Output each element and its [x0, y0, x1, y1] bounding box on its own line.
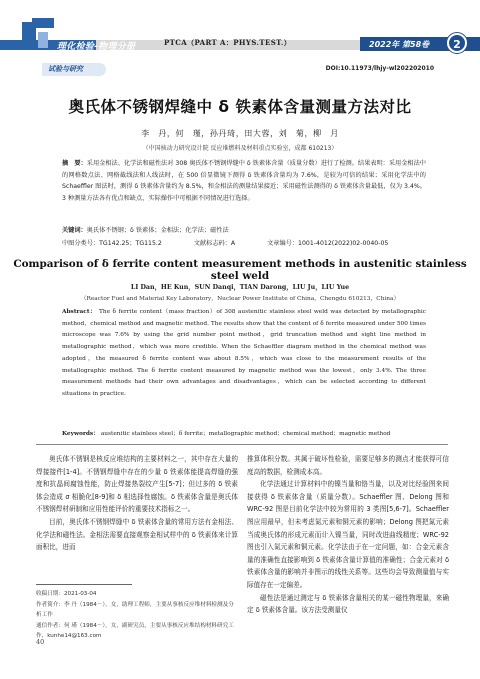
body-paragraph: 化学法通过计算材料中的镍当量和铬当量，以及对比经验图来间接获得 δ 铁素体含量（质量分数）。Schaeffler 图、Delong 图和 WRC-92 图是目前化学法中较为常用的 3 类图[5,6-7]。Schaeffler 图应用最早，但未考虑氮元素和铜元素的影响；Delong 图把氮元素当成奥氏体的形成元素而计入镍当量，同时改进曲线精度；WRC-92 图也引入氮元素和铜元素。化学法由于在一定问题，如：合金元素含量的准确性直接影响到 δ 铁素体含量计算值的准确性；合金元素对 δ 铁素体含量的影响并非图示的线性关系等。这些均会导致测量值与实际值存在一定偏差。	[247, 480, 449, 589]
footnote-rule	[36, 584, 132, 585]
classification-cn	[62, 238, 442, 247]
body-paragraph: 奥氏体不锈钢是核反应堆结构的主要材料之一，其中存在大量的焊接接件[1-4]。不锈钢焊缝中存在的少量 δ 铁素体能提高焊缝的强度和抗晶间腐蚀性能，防止焊接热裂纹产生[5-7]；但过多的 δ 铁素体会造成 σ 相脆化[8-9]和 δ 相选择性腐蚀。δ 铁素体含量是奥氏体不锈钢焊材研制和应用性能评价的重要技术指标之一。	[36, 455, 238, 514]
section-tag: 试验与研究	[42, 63, 106, 76]
journal-name-cn: 理化检验-物理分册	[57, 42, 136, 52]
keywords-en-text: austenitic stainless steel；δ ferrite；metallographic method；chemical method；magnetic method	[100, 431, 391, 437]
body-paragraph: 目前，奥氏体不锈钢焊缝中 δ 铁素体含量的常用方法有金相法、化学法和磁性法。金相法需要直接观察金相试样中的 δ 铁素体来计算面积比，进而	[36, 517, 238, 552]
title-en: Comparison of δ ferrite content measurement methods in austenitic stainless steel weld	[13, 258, 467, 282]
abstract-en	[62, 307, 426, 401]
body-column-right	[247, 453, 449, 617]
volume-label: 2022年 第58卷	[369, 40, 430, 49]
article-number: 文章编号：1001-4012(2022)02-0040-05	[267, 240, 389, 247]
body-paragraph: 推算体积分数。其属于破坏性检验，需要足够多的测点才能获得可信度高的数据，检测成本高。	[247, 455, 449, 476]
doi: DOI:10.11973/lhjy-wl202202010	[325, 65, 434, 72]
keywords-en	[62, 428, 426, 437]
abstract-cn-text: 采用金相法、化学法和磁性法对 308 奥氏体不锈钢焊缝中 δ 铁素体含量（质量分数）进行了检测。结果表明：采用金相法中的网格数点法、网格截线法和人线法时，在 500 倍显微镜下测得 δ 铁素体含量均为 7.6%，是较为可信的结果；采用化学法中的 Schaeffler 图法时，测得 δ 铁素体含量约为 8.5%，和金相法的测量结果接近；采用磁性法测得的 δ 铁素体含量最低，仅为 3.4%。3 种测量方法各有优点和缺点，实际操作中可根据不同情况进行选择。	[62, 160, 426, 202]
section-divider	[36, 444, 448, 445]
affiliation-cn: （中国核动力研究设计院 反应堆燃料及材料重点实验室，成都 610213）	[142, 145, 338, 152]
body-column-left	[36, 453, 238, 554]
issue-number-badge: 2	[447, 33, 467, 53]
abstract-cn-label: 摘 要：	[62, 160, 87, 167]
keywords-cn	[62, 225, 426, 234]
footnote-author-intro: 作者简介：李 丹（1984－），女，助理工程师，主要从事核反应堆材料检测及分析工作	[36, 601, 234, 619]
abstract-cn	[62, 158, 426, 204]
footnote	[36, 589, 236, 642]
title-cn: 奥氏体不锈钢焊缝中 δ 铁素体含量测量方法对比	[68, 98, 412, 116]
authors-cn: 李 丹，何 瑾，孙丹琦，田大蓉，刘 菊，柳 月	[141, 129, 339, 138]
abstract-en-text: The δ ferrite content（mass fraction）of 308 austenitic stainless steel weld was detected by metallographic method，chemical method and magnetic method. The results show that the content of δ ferrite measured under 500 times microscope was 7.6% by using the grid number point method，grid truncation method and sight line method in metallographic method，which was more credible. When the Schaeffler diagram method in the chemical method was adopted，the measured δ ferrite content was about 8.5%，which was close to the measurement results of the metallographic method. The δ ferrite content measured by magnetic method was the lowest，only 3.4%. The three measurement methods had their own advantages and disadvantages，which can be selected according to different situations in practice.	[62, 309, 427, 397]
page-number: 40	[36, 638, 45, 646]
footnote-contact: 通信作者：何 瑾（1984－），女，副研究员，主要从事核反应堆结构材料研究工作，kunhe14@163.com	[36, 622, 234, 640]
authors-en: LI Dan，HE Kun，SUN Danqi，TIAN Darong，LIU Ju，LIU Yue	[130, 284, 350, 291]
journal-logo-icon	[22, 18, 54, 48]
body-paragraph: 磁性法是通过测定与 δ 铁素体含量相关的某一磁性物理量，来确定 δ 铁素体含量。该方法受测量仪	[247, 593, 449, 615]
doc-code: 文献标志码：A	[193, 240, 236, 247]
keywords-cn-label: 关键词：	[62, 227, 87, 234]
keywords-cn-text: 奥氏体不锈钢；δ 铁素体；金相法；化学法；磁性法	[86, 227, 229, 234]
keywords-en-label: Keywords：	[62, 431, 99, 437]
abstract-en-label: Abstract：	[62, 309, 97, 315]
affiliation-en: （Reactor Fuel and Material Key Laboratory，Nuclear Power Institute of China，Chengdu 610213，China）	[80, 296, 400, 302]
clc-number: 中图分类号：TG142.25；TG115.2	[62, 240, 162, 247]
journal-header	[0, 0, 480, 60]
footnote-received: 收稿日期：2021-03-04	[36, 591, 97, 597]
journal-name-en: PTCA（PART A：PHYS.TEST.）	[164, 38, 292, 47]
